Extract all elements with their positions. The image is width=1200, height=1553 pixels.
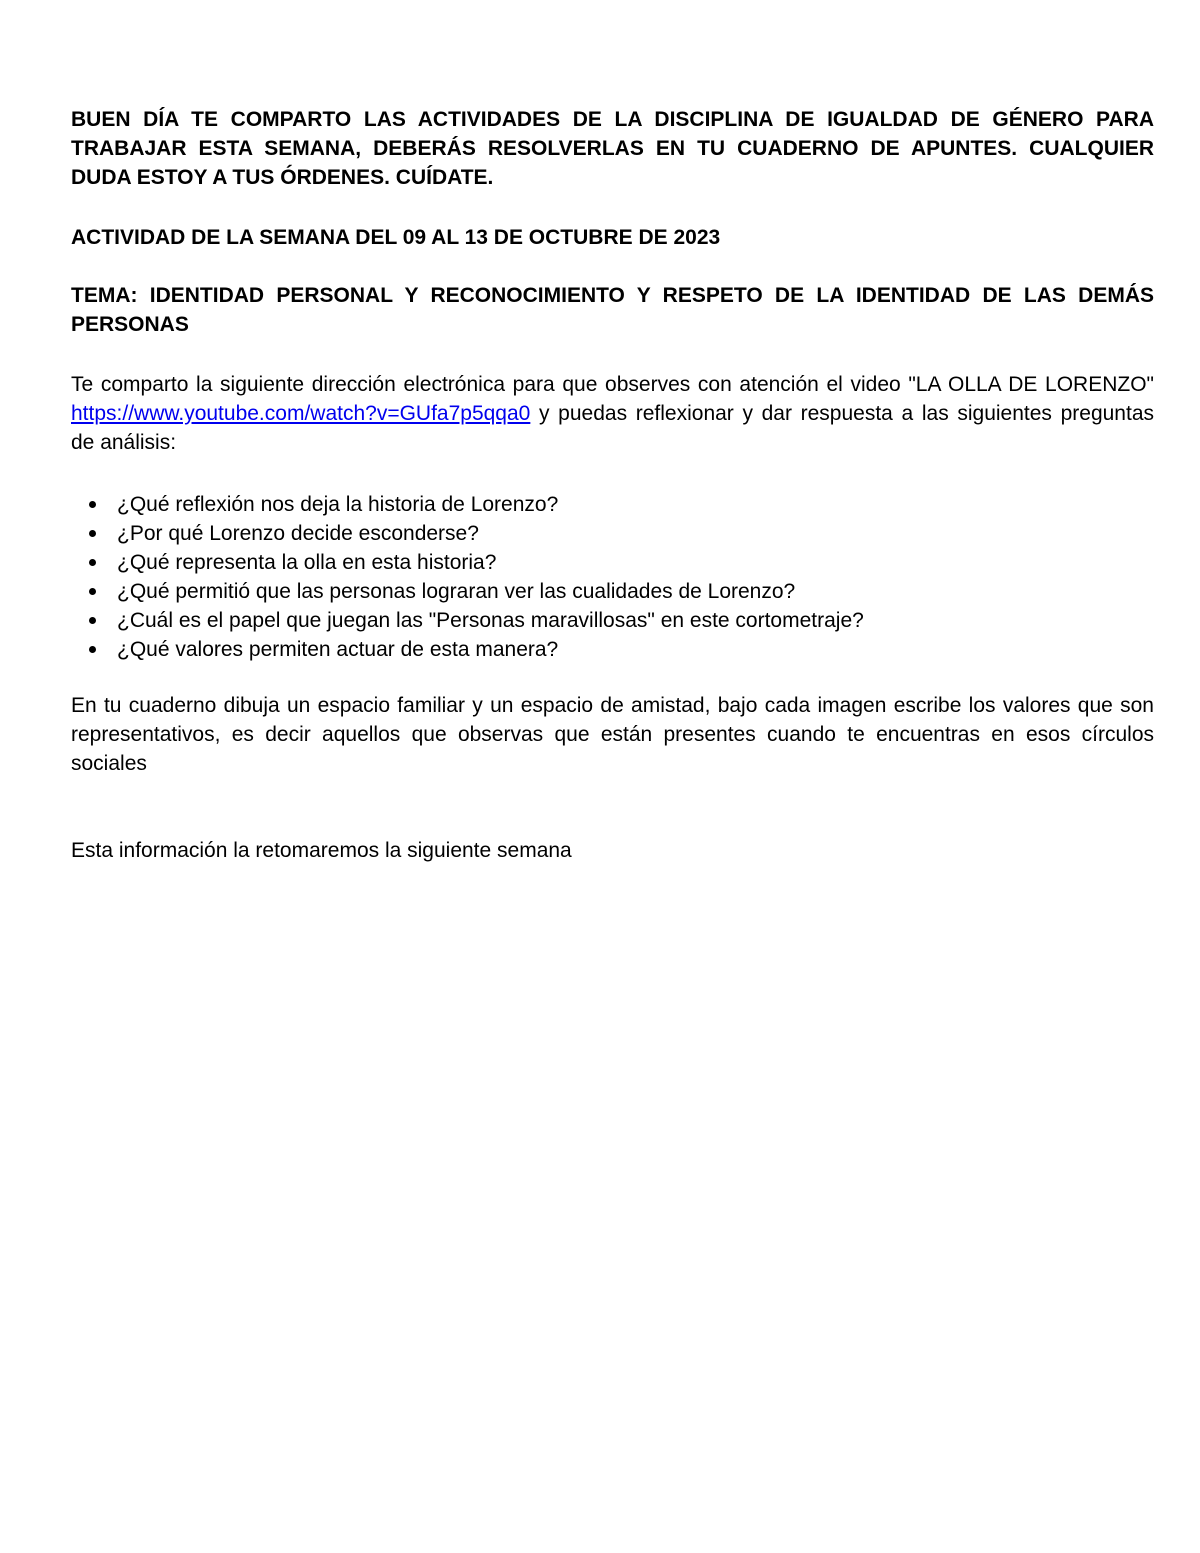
document-page bbox=[71, 105, 1154, 865]
question-item bbox=[71, 519, 1154, 548]
question-item bbox=[71, 490, 1154, 519]
intro-text-after-link: y puedas reflexionar y dar respuesta a las siguientes preguntas de análisis: bbox=[71, 402, 1154, 454]
question-item bbox=[71, 577, 1154, 606]
topic-heading: TEMA: IDENTIDAD PERSONAL Y RECONOCIMIENTO Y RESPETO DE LA IDENTIDAD DE LAS DEMÁS PERSONAS bbox=[71, 284, 1154, 336]
question-text: ¿Qué valores permiten actuar de esta manera? bbox=[117, 638, 559, 661]
question-text: ¿Qué permitió que las personas lograran ver las cualidades de Lorenzo? bbox=[117, 580, 796, 603]
question-item bbox=[71, 635, 1154, 664]
intro-text-before-link: Te comparto la siguiente dirección electrónica para que observes con atención el video "LA OLLA DE LORENZO" bbox=[71, 373, 1154, 396]
closing-paragraph: Esta información la retomaremos la siguiente semana bbox=[71, 839, 572, 862]
question-item bbox=[71, 548, 1154, 577]
question-item bbox=[71, 606, 1154, 635]
bullet-icon bbox=[89, 530, 96, 537]
intro-paragraph bbox=[71, 370, 1154, 457]
greeting-paragraph: BUEN DÍA TE COMPARTO LAS ACTIVIDADES DE LA DISCIPLINA DE IGUALDAD DE GÉNERO PARA TRABAJAR ESTA SEMANA, DEBERÁS RESOLVERLAS EN TU CUADERNO DE APUNTES. CUALQUIER DUDA ESTOY A TUS ÓRDENES. CUÍDATE. bbox=[71, 108, 1154, 189]
video-link[interactable]: https://www.youtube.com/watch?v=GUfa7p5qqa0 bbox=[71, 402, 531, 425]
task-paragraph: En tu cuaderno dibuja un espacio familiar y un espacio de amistad, bajo cada imagen escribe los valores que son representativos, es decir aquellos que observas que están presentes cuando te encuentras en esos círculos sociales bbox=[71, 694, 1154, 775]
week-activity-heading: ACTIVIDAD DE LA SEMANA DEL 09 AL 13 DE OCTUBRE DE 2023 bbox=[71, 226, 721, 249]
bullet-icon bbox=[89, 501, 96, 508]
bullet-icon bbox=[89, 588, 96, 595]
question-text: ¿Por qué Lorenzo decide esconderse? bbox=[117, 522, 479, 545]
bullet-icon bbox=[89, 559, 96, 566]
bullet-icon bbox=[89, 617, 96, 624]
question-text: ¿Qué reflexión nos deja la historia de Lorenzo? bbox=[117, 493, 559, 516]
questions-list bbox=[71, 490, 1154, 664]
question-text: ¿Qué representa la olla en esta historia? bbox=[117, 551, 497, 574]
question-text: ¿Cuál es el papel que juegan las "Personas maravillosas" en este cortometraje? bbox=[117, 609, 864, 632]
bullet-icon bbox=[89, 646, 96, 653]
